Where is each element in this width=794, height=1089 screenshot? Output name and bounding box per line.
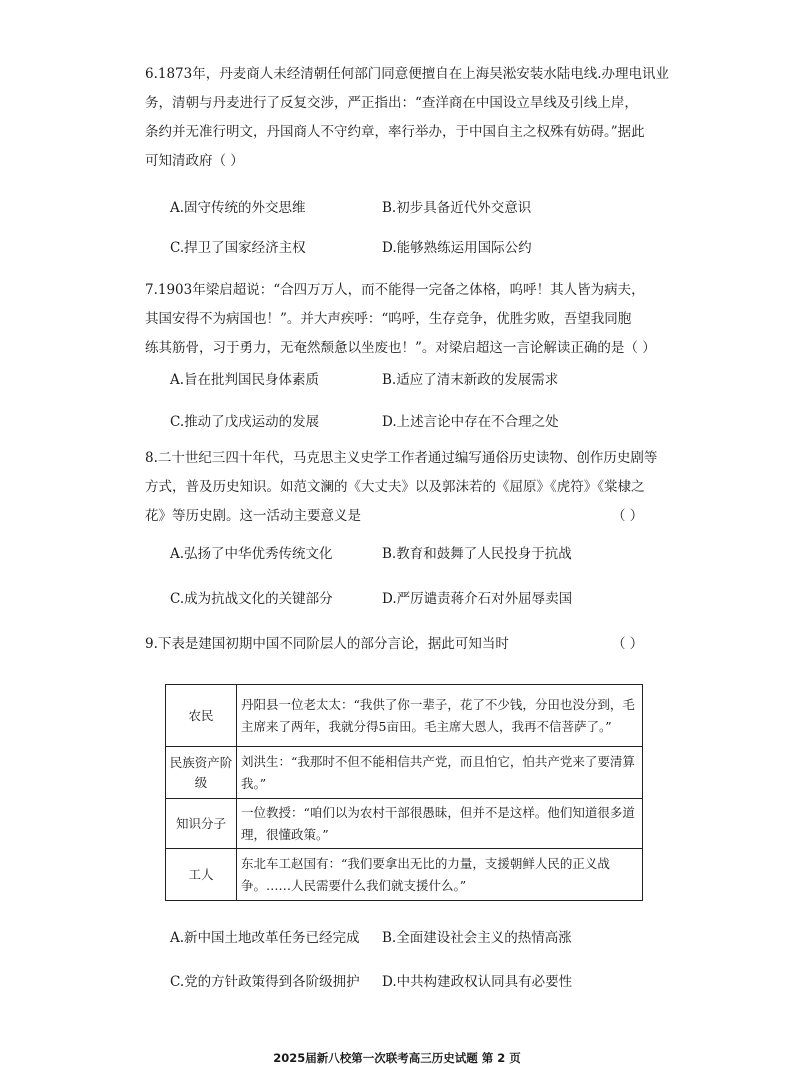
question-8-answer-parens: （ ）	[612, 508, 644, 524]
table-cell-quote	[237, 799, 643, 849]
question-6-option-d[interactable]: D.能够熟练运用国际公约	[382, 240, 532, 256]
question-8-line-3: 花》等历史剧。这一活动主要意义是	[145, 508, 361, 524]
question-6-line-2: 务，清朝与丹麦进行了反复交涉，严正指出：“查洋商在中国设立旱线及引线上岸，	[145, 95, 638, 111]
question-8-option-b[interactable]: B.教育和鼓舞了人民投身于抗战	[382, 546, 572, 562]
question-8-option-d[interactable]: D.严厉谴责蒋介石对外屈辱卖国	[382, 591, 573, 607]
question-6-options-row-1	[170, 196, 690, 220]
question-9-options-row-1	[170, 926, 690, 950]
question-7-option-d[interactable]: D.上述言论中存在不合理之处	[382, 414, 559, 430]
question-9-options-row-2	[170, 970, 690, 994]
question-7-line-2: 其国安得不为病国也！”。并大声疾呼：“呜呼，生存竞争，优胜劣败，吾望我同胞	[145, 311, 632, 327]
question-6-options-row-2	[170, 236, 690, 260]
question-8-line-2: 方式，普及历史知识。如范文澜的《大丈夫》以及郭沫若的《屈原》《虎符》《棠棣之	[145, 479, 645, 495]
question-6-option-b[interactable]: B.初步具备近代外交意识	[382, 200, 532, 216]
question-6	[145, 60, 670, 176]
question-9	[145, 630, 665, 659]
quote-line: 争。……人民需要什么我们就支援什么。”	[241, 877, 467, 893]
question-8-options-row-2	[170, 587, 690, 611]
quotes-table	[165, 684, 643, 901]
question-9-option-b[interactable]: B.全面建设社会主义的热情高涨	[382, 930, 572, 946]
question-6-option-a[interactable]: A.固守传统的外交思维	[170, 200, 306, 216]
table-row	[166, 799, 643, 849]
quote-line: 我。”	[241, 775, 267, 791]
question-7-option-c[interactable]: C.推动了戊戌运动的发展	[170, 414, 320, 430]
table-row	[166, 685, 643, 747]
question-8-option-c[interactable]: C.成为抗战文化的关键部分	[170, 591, 333, 607]
table-cell-group: 农民	[166, 685, 237, 747]
question-8-options-row-1	[170, 542, 690, 566]
question-9-option-c[interactable]: C.党的方针政策得到各阶级拥护	[170, 974, 360, 990]
quote-line: 一位教授：“咱们以为农村干部很愚昧，但并不是这样。他们知道很多道	[241, 804, 635, 820]
table-row	[166, 747, 643, 799]
question-6-line-3: 条约并无准行明文，丹国商人不守约章，率行举办，于中国自主之权殊有妨碍。”据此	[145, 124, 645, 140]
table-row	[166, 849, 643, 901]
question-9-answer-parens: （ ）	[612, 636, 644, 652]
question-8	[145, 444, 665, 531]
quote-line: 刘洪生：“我那时不但不能相信共产党，而且怕它，怕共产党来了要清算	[241, 753, 635, 769]
question-7-line-3: 练其筋骨，习于勇力，无奄然颓惫以坐废也！”。对梁启超这一言论解读正确的是（ ）	[145, 340, 656, 356]
question-7-option-b[interactable]: B.适应了清末新政的发展需求	[382, 372, 559, 388]
question-7-options-row-1	[170, 368, 690, 392]
table-cell-quote	[237, 849, 643, 901]
quote-line: 主席来了两年，我就分得5亩田。毛主席大恩人，我再不信菩萨了。”	[241, 718, 612, 734]
table-cell-group: 知识分子	[166, 799, 237, 849]
quote-line: 东北车工赵国有：“我们要拿出无比的力量，支援朝鲜人民的正义战	[241, 855, 610, 871]
question-6-line-1: 6.1873年，丹麦商人未经清朝任何部门同意便擅自在上海吴淞安装水陆电线.办理电讯业	[145, 66, 670, 82]
table-cell-group: 民族资产阶级	[166, 747, 237, 799]
table-cell-quote	[237, 747, 643, 799]
table-cell-group: 工人	[166, 849, 237, 901]
question-7-line-1: 7.1903年梁启超说：“合四万万人，而不能得一完备之体格，呜呼！其人皆为病夫，	[145, 282, 645, 298]
question-8-option-a[interactable]: A.弘扬了中华优秀传统文化	[170, 546, 333, 562]
page-footer: 2025届新八校第一次联考高三历史试题 第 2 页	[273, 1051, 521, 1065]
question-8-line-1: 8.二十世纪三四十年代，马克思主义史学工作者通过编写通俗历史读物、创作历史剧等	[145, 450, 658, 466]
question-6-line-4: 可知清政府（ ）	[145, 153, 244, 169]
question-9-option-a[interactable]: A.新中国土地改革任务已经完成	[170, 930, 360, 946]
quote-line: 理，很懂政策。”	[241, 826, 329, 842]
table-cell-quote	[237, 685, 643, 747]
question-7-option-a[interactable]: A.旨在批判国民身体素质	[170, 372, 320, 388]
question-9-stem: 9.下表是建国初期中国不同阶层人的部分言论，据此可知当时	[145, 636, 509, 652]
question-9-option-d[interactable]: D.中共构建政权认同具有必要性	[382, 974, 573, 990]
question-7-options-row-2	[170, 410, 690, 434]
question-6-option-c[interactable]: C.捍卫了国家经济主权	[170, 240, 306, 256]
question-7	[145, 276, 665, 363]
quote-line: 丹阳县一位老太太：“我供了你一辈子，花了不少钱，分田也没分到，毛	[241, 696, 635, 712]
